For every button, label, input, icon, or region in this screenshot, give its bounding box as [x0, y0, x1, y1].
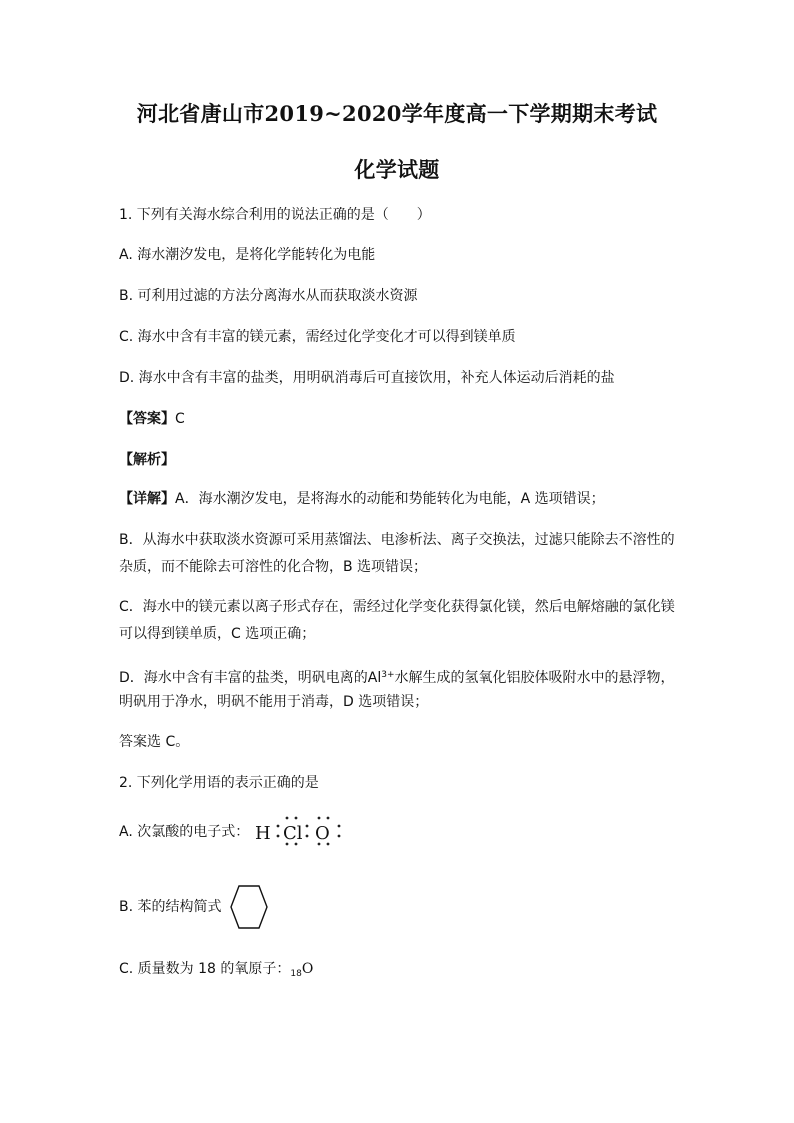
isotope-mass-number: 18	[290, 969, 302, 979]
answer-line	[119, 410, 185, 428]
question-2-stem: 2. 下列化学用语的表示正确的是	[119, 775, 319, 791]
formula-cl: Cl	[283, 823, 303, 844]
question-2-option-a: A. 次氯酸的电子式：	[119, 824, 250, 840]
question-1-option-c: C. 海水中含有丰富的镁元素，需经过化学变化才可以得到镁单质	[119, 329, 516, 345]
aluminum-ion-symbol: Al	[367, 670, 382, 686]
detail-a-line	[119, 490, 605, 508]
document-title: 河北省唐山市2019~2020学年度高一下学期期末考试	[136, 101, 658, 126]
option-c-text: C. 质量数为 18 的氧原子：	[119, 961, 291, 977]
answer-value: C	[175, 411, 185, 427]
question-1-option-b: B. 可利用过滤的方法分离海水从而获取淡水资源	[119, 288, 418, 304]
detail-a: A．海水潮汐发电，是将海水的动能和势能转化为电能，A 选项错误；	[175, 491, 605, 507]
detail-b-line-1: B．从海水中获取淡水资源可采用蒸馏法、电渗析法、离子交换法，过滤只能除去不溶性的	[119, 532, 675, 548]
benzene-hexagon-icon	[229, 884, 269, 930]
formula-h: H	[255, 823, 271, 844]
analysis-label	[119, 451, 175, 469]
detail-d-line-1	[119, 666, 675, 687]
analysis-label-text: 【解析】	[119, 452, 175, 468]
electron-dots-svg	[252, 812, 372, 852]
question-1-option-d: D. 海水中含有丰富的盐类，用明矾消毒后可直接饮用，补充人体运动后消耗的盐	[119, 370, 615, 386]
detail-d-suffix: 水解生成的氢氧化铝胶体吸附水中的悬浮物，	[394, 670, 675, 686]
question-2-option-b: B. 苯的结构简式	[119, 899, 222, 915]
detail-d-prefix: D．海水中含有丰富的盐类，明矾电离的	[119, 670, 368, 686]
conclusion: 答案选 C。	[119, 734, 190, 750]
detail-c-line-2: 可以得到镁单质，C 选项正确；	[119, 626, 316, 642]
detail-b-line-2: 杂质，而不能除去可溶性的化合物，B 选项错误；	[119, 559, 428, 575]
detail-d-line-2: 明矾用于净水，明矾不能用于消毒，D 选项错误；	[119, 694, 429, 710]
isotope-symbol: O	[301, 961, 314, 977]
question-1-option-a: A. 海水潮汐发电，是将化学能转化为电能	[119, 247, 376, 263]
detail-c-line-1: C．海水中的镁元素以离子形式存在，需经过化学变化获得氯化镁，然后电解熔融的氯化镁	[119, 599, 675, 615]
document-subtitle: 化学试题	[354, 157, 440, 182]
question-2-option-c	[119, 960, 313, 983]
detail-label: 【详解】	[119, 491, 175, 507]
answer-label: 【答案】	[119, 411, 175, 427]
formula-o: O	[315, 823, 330, 844]
aluminum-ion-charge: 3+	[381, 670, 395, 680]
question-1-stem: 1. 下列有关海水综合利用的说法正确的是（ ）	[119, 207, 431, 223]
